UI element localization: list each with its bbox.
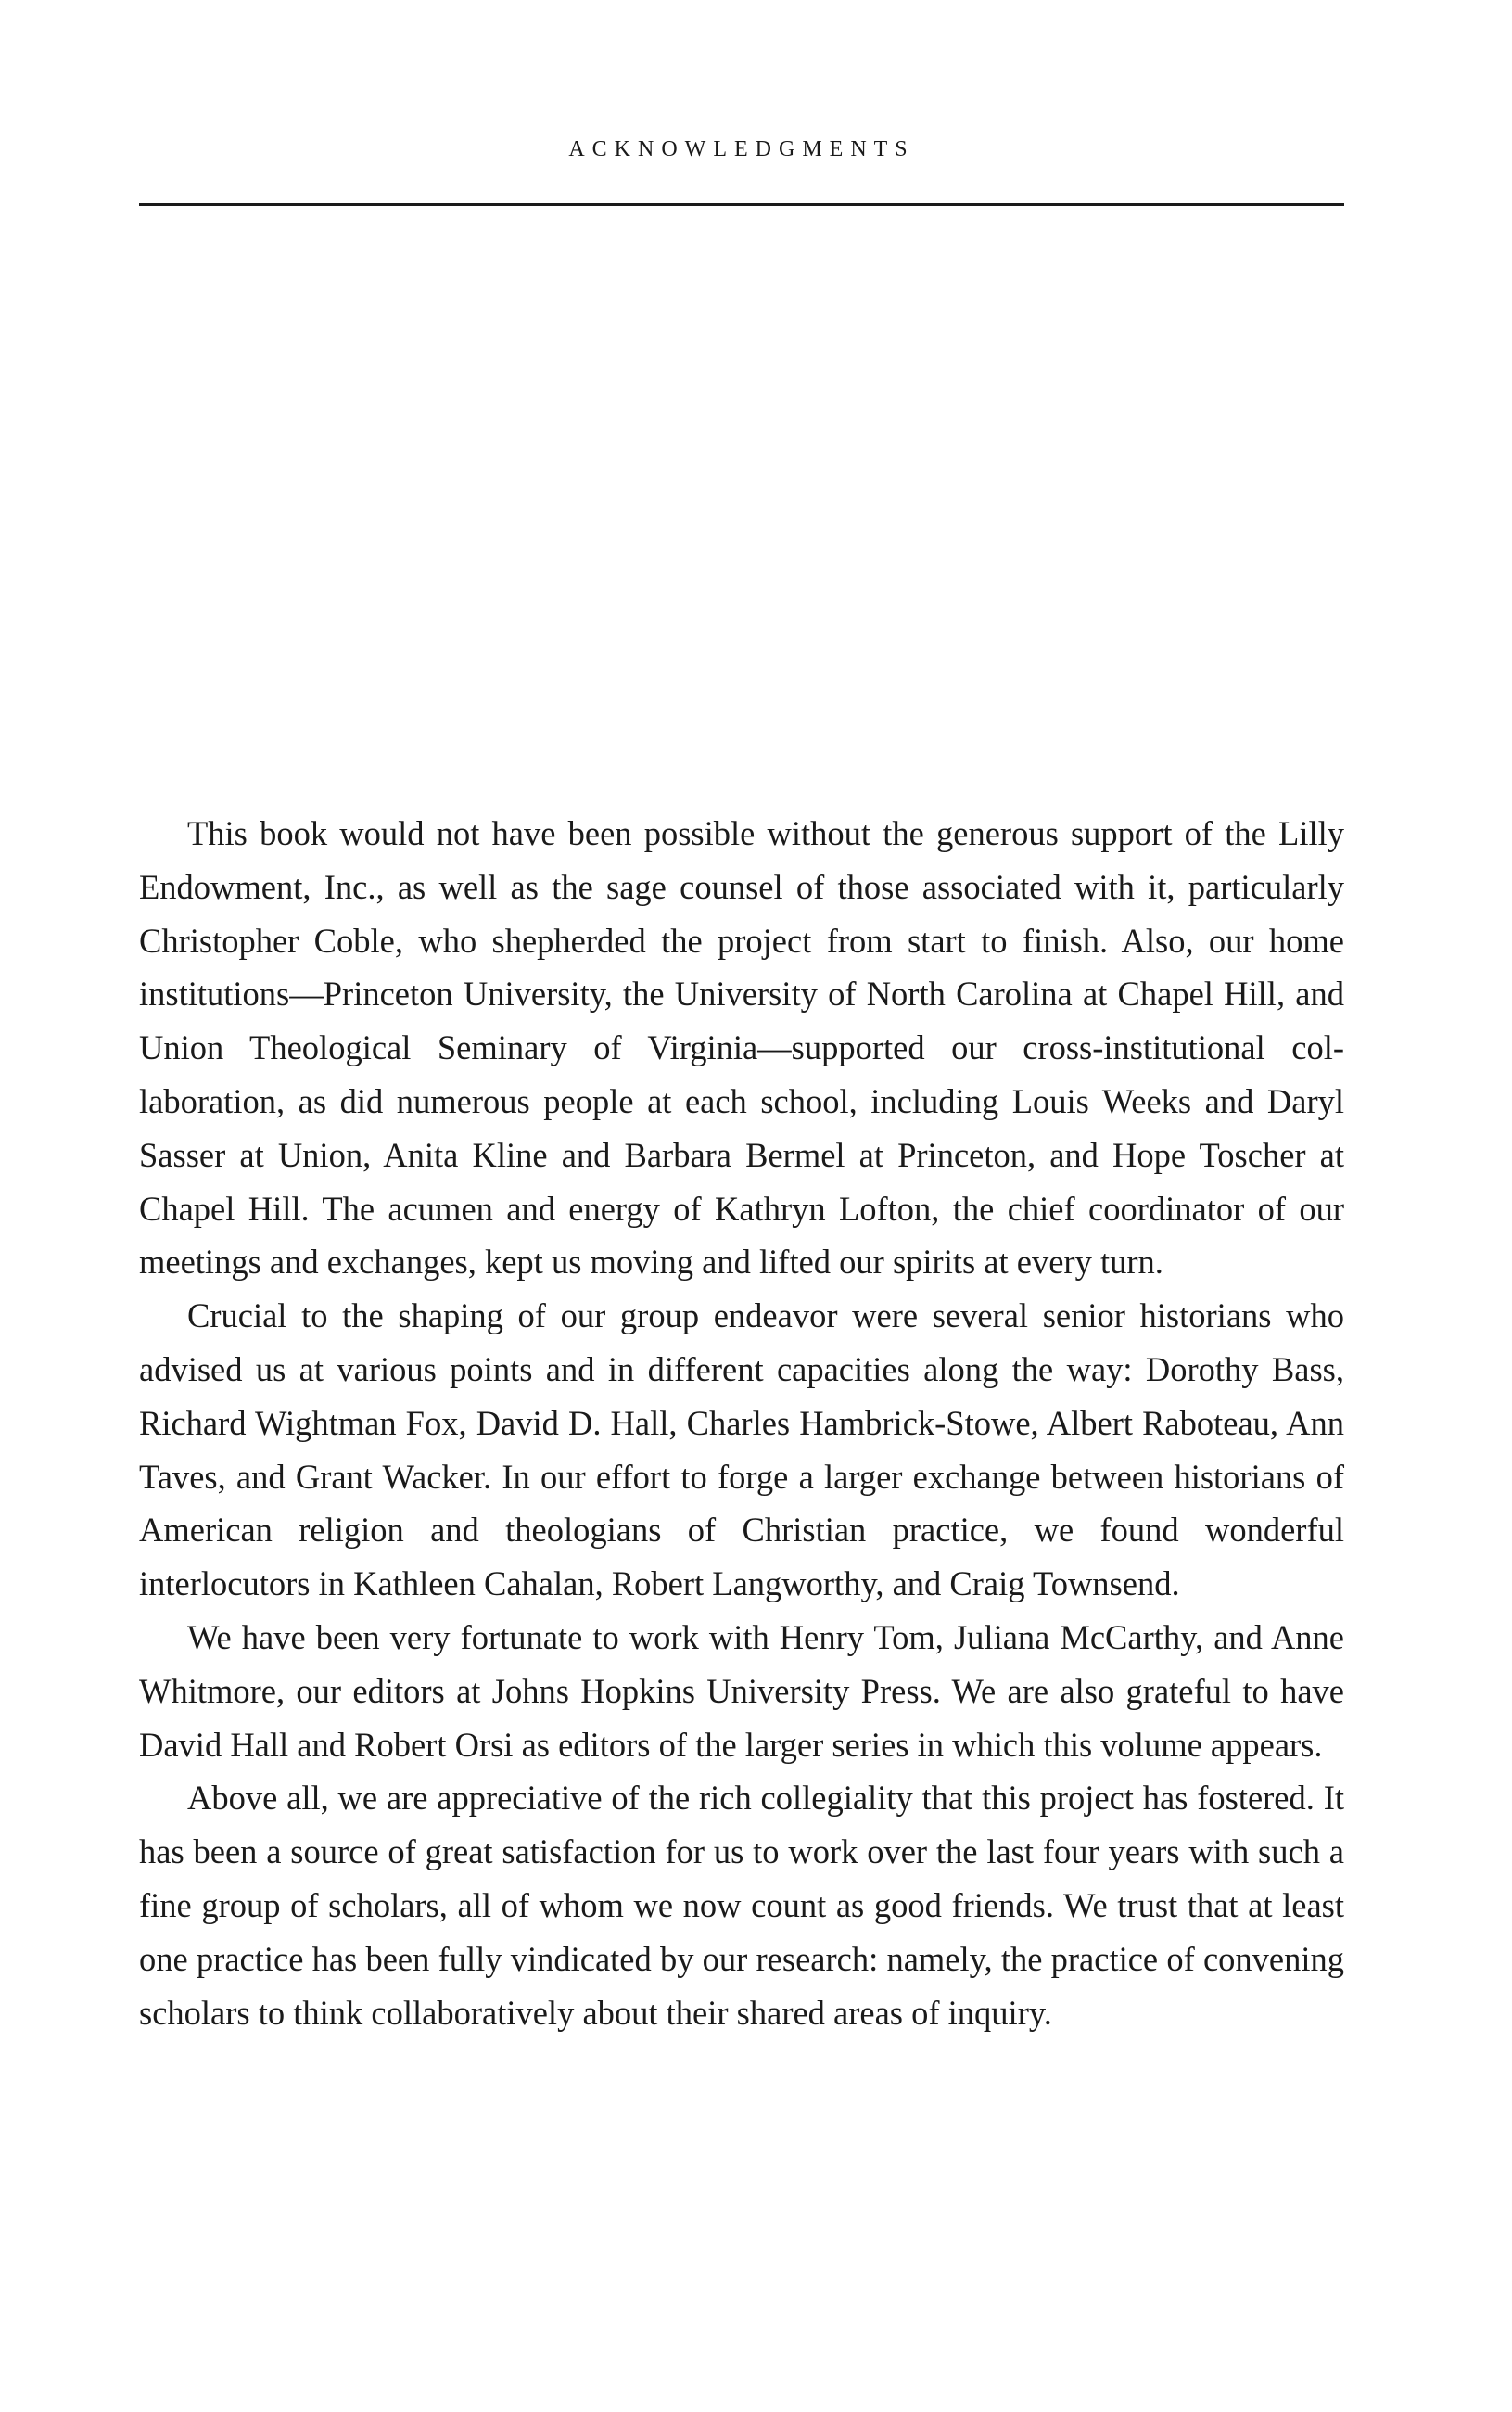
paragraph-3: We have been very fortunate to work with Henry Tom, Juliana McCarthy, and Anne Whitmore, our editors at Johns Hopkins University Press. We are also grateful to have David Hall and Robert Orsi as editors of the larger series in which this volume appears. [139,1617,1344,1764]
header-rule [139,203,1344,206]
acknowledgments-body [139,807,1344,2039]
running-head: ACKNOWLEDGMENTS [568,137,915,161]
paragraph-1: This book would not have been possible without the generous support of the Lilly Endowment, Inc., as well as the sage counsel of those associated with it, particularly Christopher Coble, who shepherded the project from start to finish. Also, our home institutions—Princeton University, the University of North Carolina at Chapel Hill, and Union Theological Seminary of Virginia—supported our cross-institutional collaboration, as did numerous people at each school, including Louis Weeks and Daryl Sasser at Union, Anita Kline and Barbara Bermel at Princeton, and Hope Toscher at Chapel Hill. The acumen and energy of Kathryn Lofton, the chief coordinator of our meetings and exchanges, kept us moving and lifted our spirits at every turn. [139,814,1344,1282]
paragraph-2: Crucial to the shaping of our group endeavor were several senior historians who advised us at various points and in different capacities along the way: Dorothy Bass, Richard Wightman Fox, David D. Hall, Charles Hambrick-Stowe, Albert Raboteau, Ann Taves, and Grant Wacker. In our effort to forge a larger exchange between historians of American religion and theologians of Christian practice, we found wonderful interlocutors in Kathleen Cahalan, Robert Langworthy, and Craig Townsend. [139,1296,1344,1603]
paragraph-4: Above all, we are appreciative of the rich collegiality that this project has fostered. It has been a source of great satisfaction for us to work over the last four years with such a fine group of scholars, all of whom we now count as good friends. We trust that at least one practice has been fully vindicated by our research: namely, the practice of convening scholars to think collaboratively about their shared areas of inquiry. [139,1779,1344,2032]
